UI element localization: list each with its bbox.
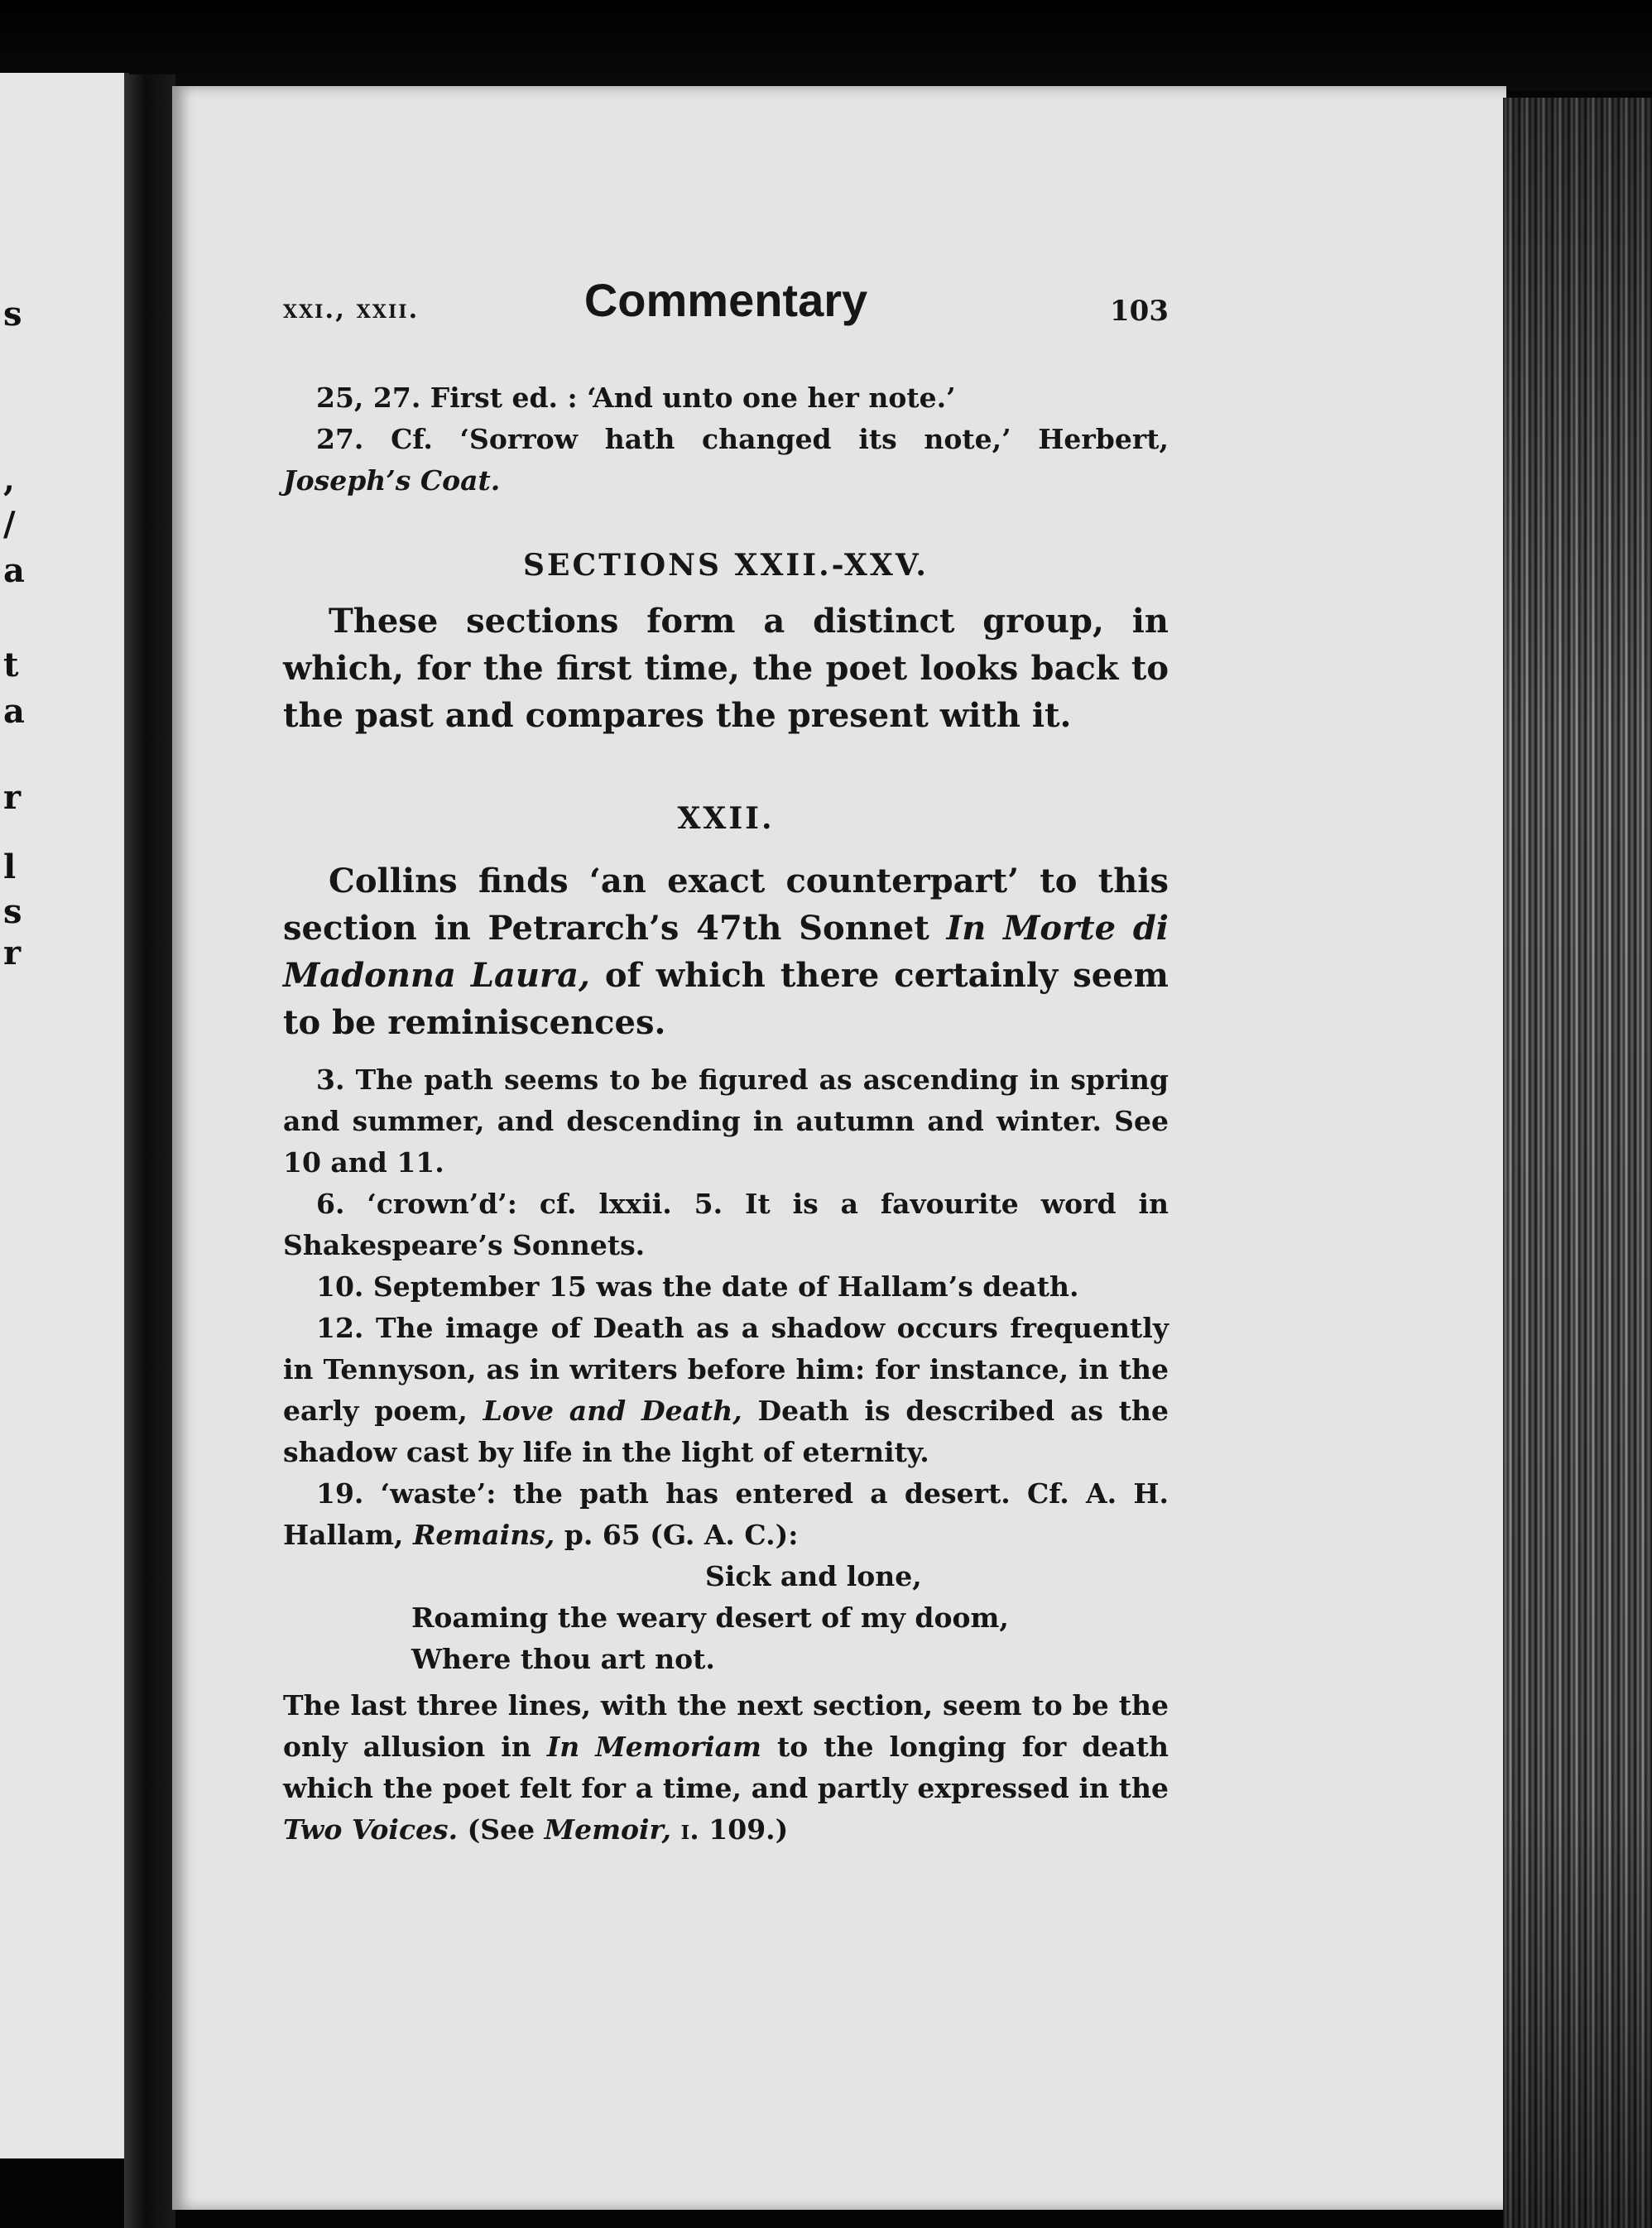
facing-page-char: a [3, 692, 25, 731]
note-27-text: 27. Cf. ‘Sorrow hath changed its note,’ Herbert, [316, 423, 1169, 455]
running-head-sections: xxi., xxii. [283, 295, 420, 324]
note-12 [283, 1308, 1169, 1473]
note-6: 6. ‘crown’d’: cf. lxxii. 5. It is a favourite word in Shakespeare’s Sonnets. [283, 1188, 1169, 1261]
facing-page-char: , [3, 460, 15, 499]
facing-page-char: / [3, 505, 16, 544]
quote-line-2: Roaming the weary desert of my doom, [411, 1601, 1009, 1634]
facing-page-char: s [3, 295, 22, 334]
closing-paragraph [283, 1685, 1169, 1851]
running-head [283, 273, 1169, 339]
section-intro [283, 857, 1169, 1046]
note-3: 3. The path seems to be figured as ascending in spring and summer, and descending in autumn and winter. See 10 and 11. [283, 1064, 1169, 1179]
quote-line-3: Where thou art not. [411, 1643, 715, 1675]
note-19-b: p. 65 (G. A. C.): [564, 1519, 799, 1551]
facing-page-edge [0, 73, 129, 2158]
section-heading: XXII. [677, 801, 775, 836]
group-heading: SECTIONS XXII.-XXV. [523, 548, 929, 583]
facing-page-char: t [3, 646, 19, 684]
facing-page-char: l [3, 848, 17, 886]
closing-work-2: Two Voices. [283, 1813, 459, 1846]
closing-note [283, 1685, 1169, 1851]
closing-b: to the longing for death which the poet felt for a time, and partly expressed in the [283, 1731, 1169, 1804]
facing-page-char: s [3, 892, 22, 931]
quotation [283, 1556, 1169, 1680]
scan-top-border [0, 0, 1652, 91]
closing-c: (See [467, 1813, 535, 1846]
book-gutter [124, 74, 175, 2228]
note-19 [283, 1473, 1169, 1556]
section-xxii [283, 801, 1169, 1046]
section-intro-a: Collins finds ‘an exact counterpart’ to this section in Petrarch’s 47th Sonnet [283, 862, 1169, 948]
running-head-title: Commentary [583, 274, 868, 326]
group-intro: These sections form a distinct group, in which, for the first time, the poet looks back to the past and compares the present with it. [283, 602, 1169, 735]
line-notes [283, 1059, 1169, 1556]
note-12-b: Death is described as the shadow cast by life in the light of eternity. [283, 1395, 1169, 1468]
quote-line-1: Sick and lone, [705, 1560, 922, 1592]
note-12-work: Love and Death, [483, 1395, 742, 1427]
page-number: 103 [1110, 295, 1169, 328]
section-intro-b: of which there certainly seem to be reminiscences. [283, 956, 1169, 1042]
note-25-27: 25, 27. First ed. : ‘And unto one her note.’ [316, 382, 956, 414]
closing-work-1: In Memoriam [546, 1731, 761, 1763]
top-notes [283, 377, 1169, 502]
group-section [283, 548, 1169, 739]
note-12-a: 12. The image of Death as a shadow occurs frequently in Tennyson, as in writers before him: for instance, in the early poem, [283, 1312, 1169, 1427]
page-edges-shade [1503, 98, 1652, 2228]
note-27 [283, 419, 1169, 502]
facing-page-char: r [3, 934, 22, 972]
section-intro-work: In Morte di Madonna Laura, [283, 909, 1169, 995]
note-27-work: Joseph’s Coat. [283, 464, 501, 497]
note-10: 10. September 15 was the date of Hallam’s death. [316, 1270, 1079, 1303]
closing-a: The last three lines, with the next section, seem to be the only allusion in [283, 1689, 1169, 1763]
closing-work-3: Memoir, [544, 1813, 672, 1846]
note-19-a: 19. ‘waste’: the path has entered a desert. Cf. A. H. Hallam, [283, 1477, 1169, 1551]
facing-page-char: r [3, 778, 22, 817]
note-19-work: Remains, [412, 1519, 555, 1551]
facing-page-char: a [3, 551, 25, 590]
closing-d: i. 109.) [680, 1813, 789, 1846]
